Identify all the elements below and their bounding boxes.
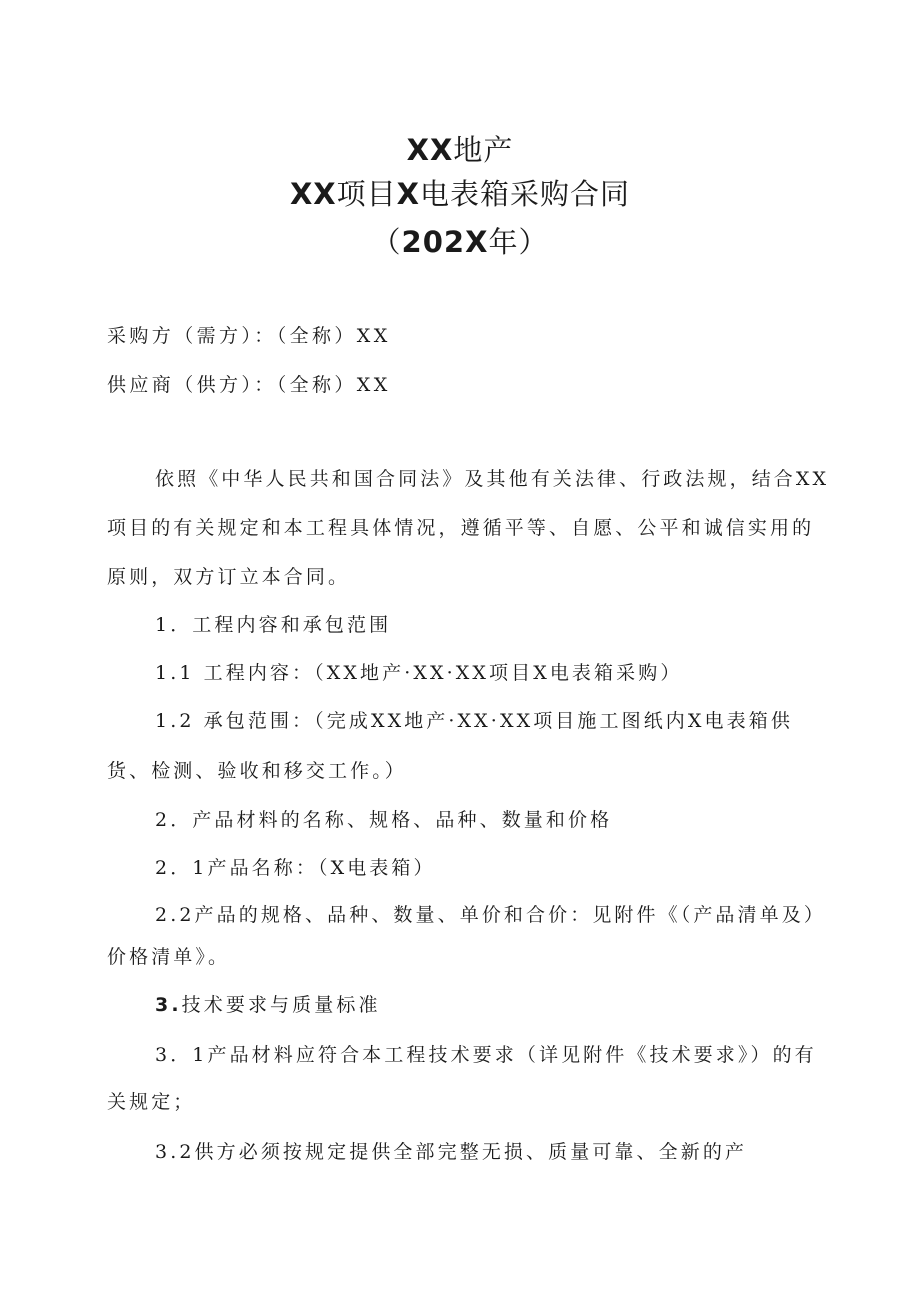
buyer-line: 采购方（需方）：（全称）XX — [107, 325, 391, 347]
company-title-code: XX — [406, 133, 454, 167]
section-1-heading: 1．工程内容和承包范围 — [155, 614, 392, 636]
clause-2-2-line-1: 2.2产品的规格、品种、数量、单价和合价：见附件《（产品清单及） — [155, 904, 826, 926]
contract-year-number: 202X — [401, 225, 489, 259]
clause-1-2-line-1: 1.2 承包范围：（完成XX地产·XX·XX项目施工图纸内X电表箱供 — [155, 710, 793, 732]
clause-1-1: 1.1 工程内容：（XX地产·XX·XX项目X电表箱采购） — [155, 662, 683, 684]
supplier-line: 供应商（供方）：（全称）XX — [107, 374, 391, 396]
contract-title-text: 电表箱采购合同 — [420, 177, 631, 211]
preamble-line-2: 项目的有关规定和本工程具体情况，遵循平等、自愿、公平和诚信实用的 — [107, 517, 815, 539]
section-3-number: 3. — [155, 994, 182, 1016]
clause-3-1-line-2: 关规定； — [107, 1091, 196, 1113]
contract-year — [0, 220, 920, 261]
preamble-line-1: 依照《中华人民共和国合同法》及其他有关法律、行政法规，结合XX — [155, 468, 830, 490]
clause-2-2-line-2: 价格清单》。 — [107, 946, 231, 968]
preamble-line-3: 原则，双方订立本合同。 — [107, 566, 351, 588]
contract-title-project-code: XX — [289, 177, 337, 211]
clause-1-2-line-2: 货、检测、验收和移交工作。） — [107, 760, 407, 782]
company-title — [0, 128, 920, 169]
contract-title — [0, 172, 920, 213]
contract-title-project: 项目 — [336, 177, 397, 211]
clause-3-1-line-1: 3．1产品材料应符合本工程技术要求（详见附件《技术要求》）的有 — [155, 1044, 817, 1066]
section-3-heading — [155, 990, 381, 1017]
contract-year-rest: 年） — [488, 225, 549, 259]
clause-3-2-line-1: 3.2供方必须按规定提供全部完整无损、质量可靠、全新的产 — [155, 1141, 748, 1163]
contract-year-open: （ — [371, 225, 402, 259]
contract-title-item-code: X — [396, 177, 421, 211]
company-title-text: 地产 — [453, 133, 514, 167]
clause-2-1: 2．1产品名称：（X电表箱） — [155, 857, 436, 879]
section-2-heading: 2．产品材料的名称、规格、品种、数量和价格 — [155, 809, 613, 831]
section-3-title: 技术要求与质量标准 — [181, 994, 381, 1016]
